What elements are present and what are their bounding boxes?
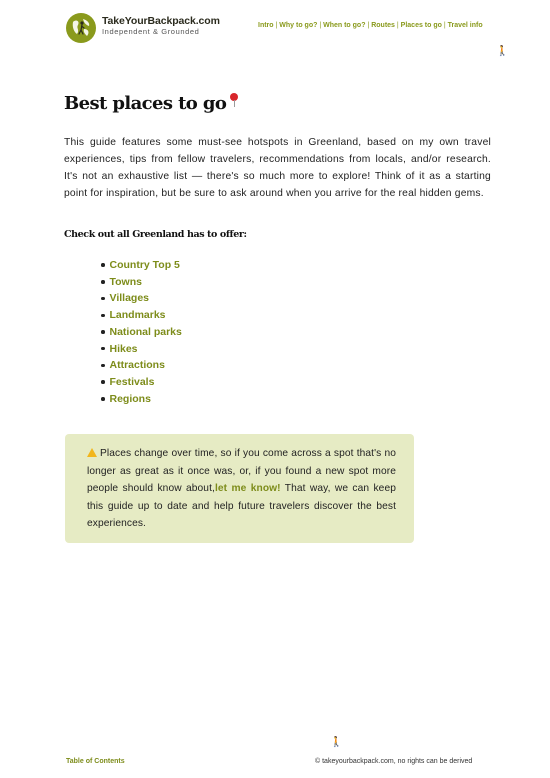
bullet-icon <box>101 280 105 284</box>
page-title-text: Best places to go <box>64 93 227 114</box>
callout-text <box>87 445 396 533</box>
top-nav: Intro | Why to go? | When to go? | Routes | Places to go | Travel info <box>258 22 483 29</box>
list-item <box>101 274 182 291</box>
link-national-parks[interactable]: National parks <box>109 325 182 338</box>
link-landmarks[interactable]: Landmarks <box>109 309 166 322</box>
nav-when-to-go[interactable]: When to go? <box>323 22 366 29</box>
brand <box>102 15 220 37</box>
bullet-icon <box>101 314 105 318</box>
nav-intro[interactable]: Intro <box>258 22 274 29</box>
bullet-icon <box>101 347 105 351</box>
list-item <box>101 341 182 358</box>
nav-travel-info[interactable]: Travel info <box>447 22 483 29</box>
globe-hiker-logo[interactable] <box>66 13 96 43</box>
update-callout <box>65 434 414 543</box>
list-item <box>101 374 182 391</box>
intro-paragraph: This guide features some must-see hotspots in Greenland, based on my own travel experiences, tips from fellow travelers, recommendations from locals, and/or research. It's not an exhaustive list — there's so much more to explore! Think of it as a starting point for inspiration, but be sure to ask around when you arrive for the real hidden gems. <box>64 137 491 199</box>
pin-icon <box>229 93 239 107</box>
bullet-icon <box>101 330 105 334</box>
bullet-icon <box>101 263 105 267</box>
nav-routes[interactable]: Routes <box>371 22 395 29</box>
categories-heading: Check out all Greenland has to offer: <box>64 229 247 240</box>
list-item <box>101 324 182 341</box>
list-item <box>101 307 182 324</box>
bullet-icon <box>101 380 105 384</box>
nav-places-to-go[interactable]: Places to go <box>400 22 442 29</box>
bullet-icon <box>101 297 105 301</box>
nav-why-to-go[interactable]: Why to go? <box>279 22 318 29</box>
link-regions[interactable]: Regions <box>109 392 151 405</box>
hiker-icon: 🚶 <box>496 46 509 57</box>
category-list <box>101 257 182 407</box>
copyright-notice: © takeyourbackpack.com, no rights can be derived <box>315 758 473 765</box>
link-towns[interactable]: Towns <box>109 275 142 288</box>
list-item <box>101 391 182 408</box>
callout-text-before: Places change over time, so if you come across a spot that's no longer as great as it once was, or, if you found a new spot more people should know about, <box>87 448 396 494</box>
hiker-icon: 🚶 <box>330 737 343 748</box>
warning-icon <box>87 448 97 457</box>
list-item <box>101 357 182 374</box>
brand-name: TakeYourBackpack.com <box>102 15 220 27</box>
bullet-icon <box>101 364 105 368</box>
link-attractions[interactable]: Attractions <box>109 359 165 372</box>
link-hikes[interactable]: Hikes <box>109 342 138 355</box>
brand-tagline: Independent & Grounded <box>102 27 200 36</box>
bullet-icon <box>101 397 105 401</box>
let-me-know-link[interactable]: let me know! <box>214 483 281 494</box>
link-festivals[interactable]: Festivals <box>109 375 155 388</box>
page-header <box>0 0 550 60</box>
page-title <box>64 93 239 114</box>
table-of-contents-link[interactable]: Table of Contents <box>66 758 125 765</box>
list-item <box>101 257 182 274</box>
link-villages[interactable]: Villages <box>109 292 149 305</box>
list-item <box>101 290 182 307</box>
callout-text-after: That way, we can keep this guide up to date and help future travelers discover the best experiences. <box>87 483 396 529</box>
link-country-top-5[interactable]: Country Top 5 <box>109 259 180 271</box>
